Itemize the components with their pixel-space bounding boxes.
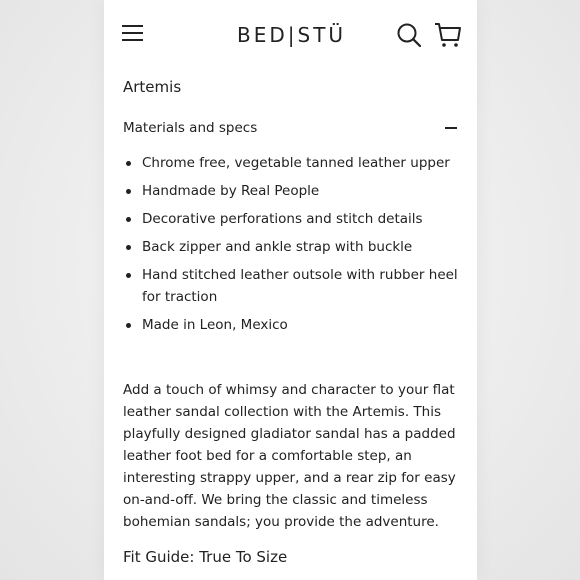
spec-text: Hand stitched leather outsole with rubber heel for traction	[142, 267, 458, 305]
bullet-icon	[126, 273, 131, 278]
materials-spec-list	[123, 152, 459, 342]
spec-text: Handmade by Real People	[142, 183, 320, 199]
spec-list-item	[123, 208, 459, 230]
hamburger-menu-icon[interactable]	[122, 25, 143, 43]
mobile-page	[104, 0, 477, 580]
brand-logo[interactable]: BED|STÜ	[237, 23, 347, 47]
spec-list-item	[123, 152, 459, 174]
bullet-icon	[126, 217, 131, 222]
materials-section-toggle[interactable]	[123, 117, 459, 141]
search-icon[interactable]	[396, 22, 422, 48]
site-header	[104, 0, 477, 70]
spec-text: Made in Leon, Mexico	[142, 317, 288, 333]
product-name: Artemis	[123, 78, 182, 96]
product-description: Add a touch of whimsy and character to your flat leather sandal collection with the Artemis. This playfully designed gladiator sandal has a padded leather foot bed for a comfortable step, an interesting strappy upper, and a rear zip for easy on-and-off. We bring the classic and timeless bohemian sandals; you provide the adventure.	[123, 382, 456, 530]
spec-list-item	[123, 314, 459, 336]
spec-text: Decorative perforations and stitch details	[142, 211, 423, 227]
spec-list-item	[123, 264, 459, 308]
minus-icon[interactable]	[445, 127, 457, 129]
bullet-icon	[126, 323, 131, 328]
bullet-icon	[126, 161, 131, 166]
spec-text: Chrome free, vegetable tanned leather upper	[142, 155, 450, 171]
spec-text: Back zipper and ankle strap with buckle	[142, 239, 413, 255]
materials-section-title: Materials and specs	[123, 120, 258, 136]
fit-guide: Fit Guide: True To Size	[123, 548, 288, 566]
spec-list-item	[123, 180, 459, 202]
cart-icon[interactable]	[434, 22, 462, 48]
bullet-icon	[126, 189, 131, 194]
bullet-icon	[126, 245, 131, 250]
spec-list-item	[123, 236, 459, 258]
